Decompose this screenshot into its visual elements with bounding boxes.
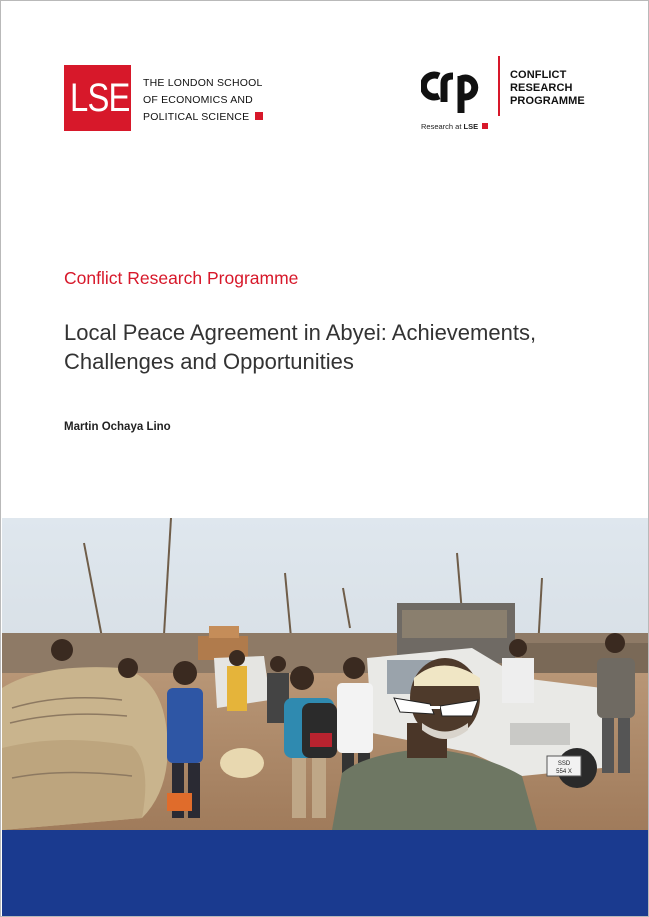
crp-name-line2: RESEARCH [510,82,573,94]
programme-heading: Conflict Research Programme [64,268,299,288]
lse-name-line1: THE LONDON SCHOOL [143,77,263,89]
crp-logo-icon [421,67,491,115]
lse-name [143,75,263,126]
crp-tagline-prefix: Research at [421,122,464,131]
red-square-icon [255,112,263,120]
lse-wordmark: LSE [70,76,130,120]
plate-text-line1: SSD [557,761,571,767]
crp-name-line3: PROGRAMME [510,95,585,107]
lse-name-line3: POLITICAL SCIENCE [143,111,250,123]
report-title: Local Peace Agreement in Abyei: Achievements, Challenges and Opportunities [64,320,537,374]
lse-name-line3-wrap [143,109,263,126]
lse-name-line2: OF ECONOMICS AND [143,94,253,106]
red-square-icon [482,123,488,129]
author-name: Martin Ochaya Lino [64,421,171,433]
crp-divider [498,56,500,116]
lse-logo [64,65,131,131]
crp-tagline-bold: LSE [463,122,479,131]
cover-photo [2,518,649,830]
footer-color-band [2,830,649,917]
crp-tagline [421,122,488,131]
crp-name-line1: CONFLICT [510,69,567,81]
crp-name [510,69,585,108]
market-scene-image [2,518,649,830]
plate-text-line2: 554 X [556,769,572,775]
